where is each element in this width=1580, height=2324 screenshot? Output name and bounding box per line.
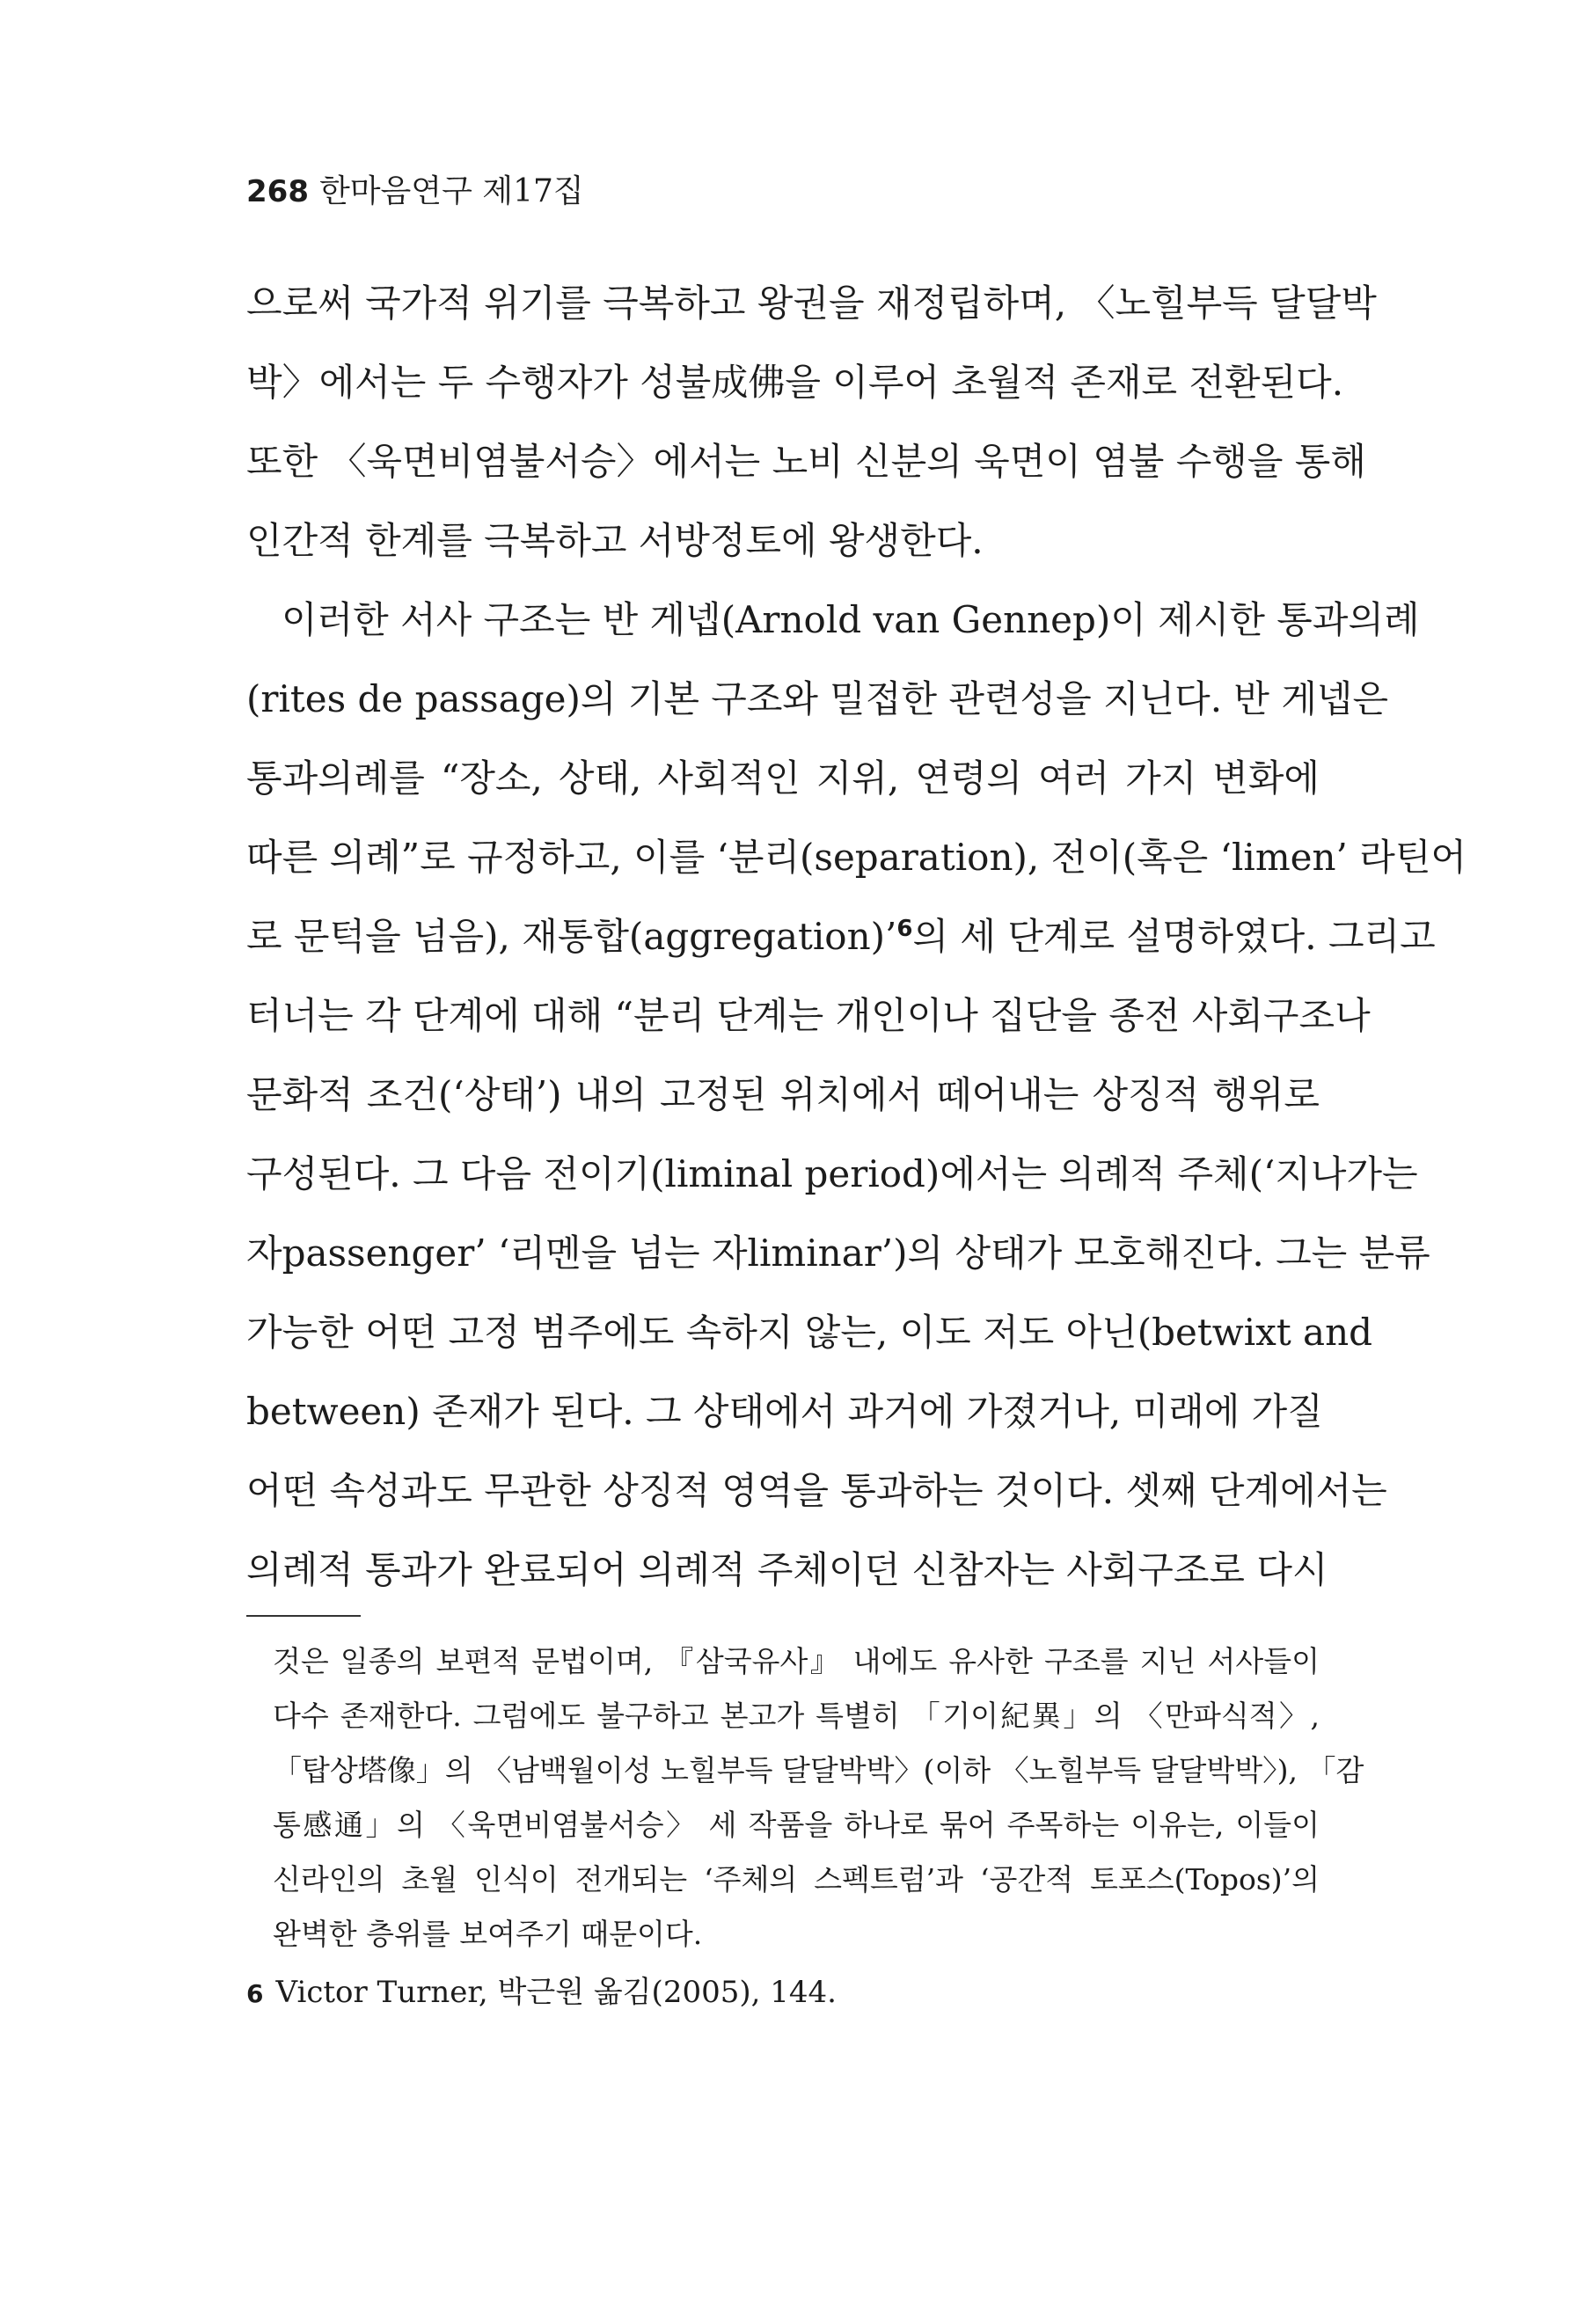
body-line: 의례적 통과가 완료되어 의례적 주체이던 신참자는 사회구조로 다시 xyxy=(246,1548,1328,1591)
note-line: 다수 존재한다. 그럼에도 불구하고 본고가 특별히 「기이紀異」의 〈만파식적〉, xyxy=(273,1699,1320,1733)
note-line: 통感通」의 〈욱면비염불서승〉 세 작품을 하나로 묶어 주목하는 이유는, 이들이 xyxy=(273,1808,1320,1842)
body-line: 어떤 속성과도 무관한 상징적 영역을 통과하는 것이다. 셋째 단계에서는 xyxy=(246,1469,1387,1512)
running-head xyxy=(246,172,584,211)
body-line: 통과의례를 “장소, 상태, 사회적인 지위, 연령의 여러 가지 변화에 xyxy=(246,756,1320,800)
body-line: 가능한 어떤 고정 범주에도 속하지 않는, 이도 저도 아닌(betwixt and xyxy=(246,1311,1373,1354)
note-line: 완벽한 층위를 보여주기 때문이다. xyxy=(273,1917,703,1951)
note-line: 것은 일종의 보편적 문법이며, 『삼국유사』 내에도 유사한 구조를 지닌 서사들이 xyxy=(273,1644,1320,1678)
body-line-with-footnote-ref: 로 문턱을 넘음), 재통합(aggregation)’$^6$의 세 단계로 설명하였다. 그리고 xyxy=(246,915,1436,958)
body-line: 따른 의례”로 규정하고, 이를 ‘분리(separation), 전이(혹은 ‘limen’ 라틴어 xyxy=(246,836,1467,879)
body-line: between) 존재가 된다. 그 상태에서 과거에 가졌거나, 미래에 가질 xyxy=(246,1390,1323,1433)
body-line: (rites de passage)의 기본 구조와 밀접한 관련성을 지닌다. 반 게넵은 xyxy=(246,677,1389,720)
page-number: 268 xyxy=(246,174,309,209)
footnote-6 xyxy=(246,1965,837,2021)
body-line: 자passenger’ ‘리멘을 넘는 자liminar’)의 상태가 모호해진다. 그는 분류 xyxy=(246,1231,1430,1275)
footnote-number: 6 xyxy=(246,1979,264,2008)
body-line-paragraph-start: 이러한 서사 구조는 반 게넵(Arnold van Gennep)이 제시한 통과의례 xyxy=(282,598,1420,641)
running-title: 한마음연구 제17집 xyxy=(318,173,584,209)
body-line: 인간적 한계를 극복하고 서방정토에 왕생한다. xyxy=(246,519,984,562)
body-line: 터너는 각 단계에 대해 “분리 단계는 개인이나 집단을 종전 사회구조나 xyxy=(246,994,1371,1037)
body-line: 구성된다. 그 다음 전이기(liminal period)에서는 의례적 주체(‘지나가는 xyxy=(246,1152,1418,1195)
body-line: 문화적 조건(‘상태’) 내의 고정된 위치에서 떼어내는 상징적 행위로 xyxy=(246,1073,1320,1116)
body-line: 으로써 국가적 위기를 극복하고 왕권을 재정립하며, 〈노힐부득 달달박 xyxy=(246,281,1377,325)
note-line: 「탑상塔像」의 〈남백월이성 노힐부득 달달박박〉(이하 〈노힐부득 달달박박〉), 「감 xyxy=(273,1753,1364,1787)
note-line: 신라인의 초월 인식이 전개되는 ‘주체의 스펙트럼’과 ‘공간적 토포스(Topos)’의 xyxy=(273,1862,1320,1896)
body-text xyxy=(246,264,1467,1610)
footnote-text: Victor Turner, 박근원 옮김(2005), 144. xyxy=(275,1975,837,2010)
body-line: 박〉에서는 두 수행자가 성불成佛을 이루어 초월적 존재로 전환된다. xyxy=(246,361,1344,404)
footnote-separator xyxy=(246,1615,361,1617)
footnote-ref-6: 6 xyxy=(896,916,913,942)
body-line: 또한 〈욱면비염불서승〉에서는 노비 신분의 욱면이 염불 수행을 통해 xyxy=(246,440,1366,483)
continued-footnote xyxy=(273,1634,1364,1962)
